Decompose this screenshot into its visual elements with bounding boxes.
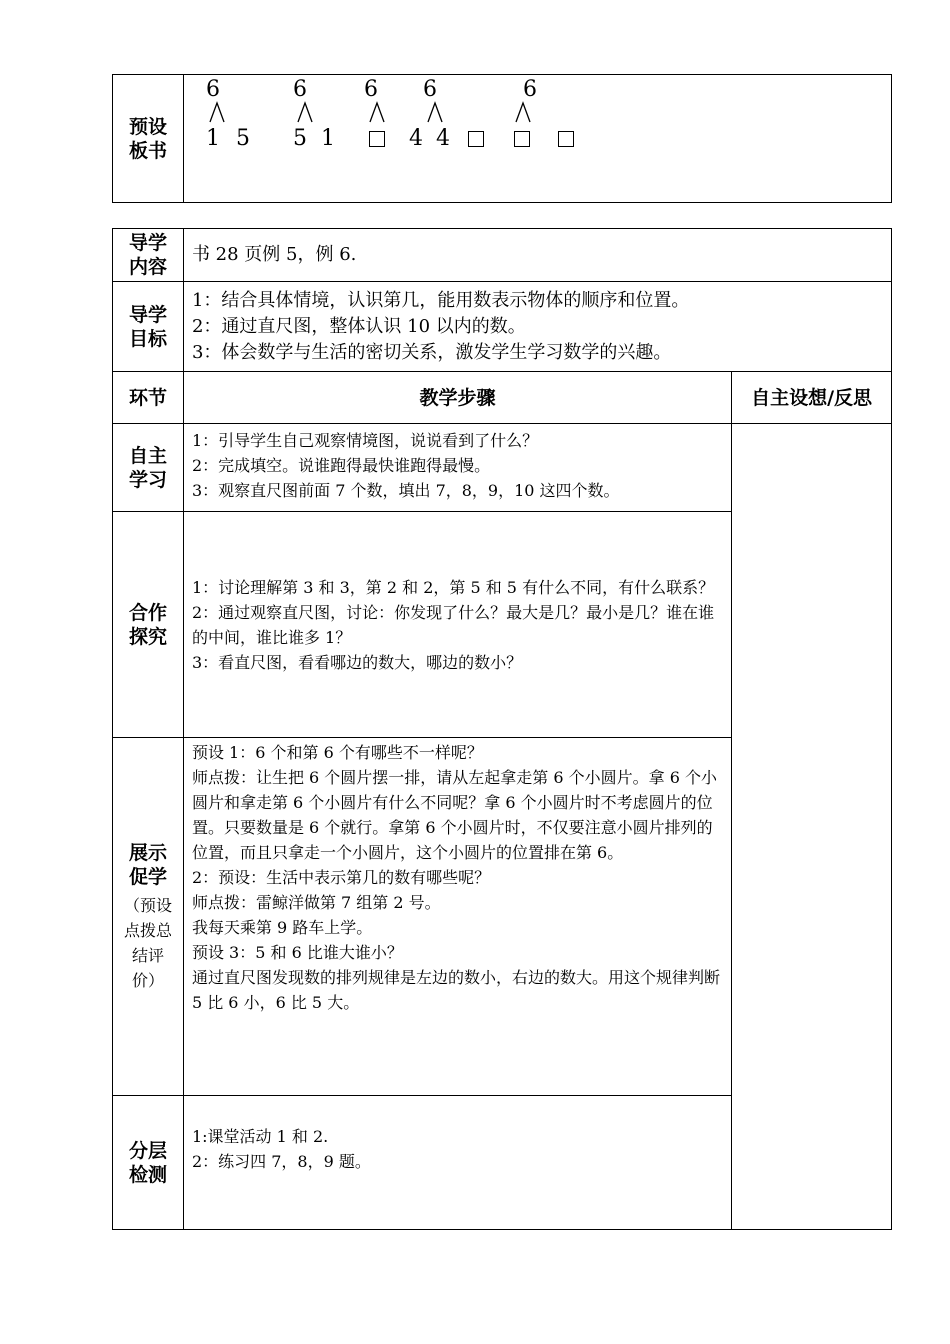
coop-item: 2：通过观察直尺图，讨论：你发现了什么？最大是几？最小是几？谁在谁的中间，谁比谁多 1？ (191, 602, 715, 647)
goal-label-cell (113, 282, 184, 372)
board-group4-left: 4 (409, 126, 423, 151)
caret-icon (296, 101, 314, 123)
self-study-content (183, 424, 731, 512)
check-item: 1:课堂活动 1 和 2. (191, 1127, 329, 1146)
show-item: 我每天乘第 9 路车上学。 (191, 918, 373, 937)
board-group5-top: 6 (523, 77, 537, 102)
board-group4-right: 4 (436, 126, 450, 151)
self-study-item: 1：引导学生自己观察情境图，说说看到了什么？ (191, 431, 539, 450)
board-group2-left: 5 (293, 126, 307, 151)
coop-item: 1：讨论理解第 3 和 3，第 2 和 2，第 5 和 5 有什么不同，有什么联系？ (191, 577, 715, 597)
board-label-cell (113, 75, 184, 203)
show-item: 2：预设：生活中表示第几的数有哪些呢？ (191, 868, 491, 887)
check-label-cell (113, 1096, 184, 1230)
coop-label-cell (113, 512, 184, 738)
lesson-table (112, 228, 892, 1230)
caret-icon (208, 101, 226, 123)
empty-box-icon (558, 131, 574, 147)
reflection-cell (732, 424, 892, 1230)
col-header-reflect: 自主设想/反思 (732, 372, 892, 424)
col-header-stage: 环节 (113, 372, 184, 424)
caret-icon (426, 101, 444, 123)
content-label-line2: 内容 (128, 256, 167, 278)
self-study-label-cell (113, 424, 184, 512)
content-label-cell (113, 229, 184, 282)
show-item: 通过直尺图发现数的排列规律是左边的数小，右边的数大。用这个规律判断 5 比 6 小，6 比 5 大。 (191, 968, 720, 1012)
goal-label-line2: 目标 (128, 327, 167, 350)
board-diagram (184, 75, 891, 201)
show-item: 师点拨：雷鲸洋做第 7 组第 2 号。 (191, 893, 441, 912)
coop-label-line2: 探究 (128, 625, 167, 648)
empty-box-icon (369, 131, 385, 147)
show-label-line1: 展示 (128, 841, 167, 864)
board-label-line1: 预设 (128, 115, 167, 138)
check-item: 2：练习四 7，8，9 题。 (191, 1152, 371, 1171)
show-content (183, 738, 731, 1096)
col-header-steps: 教学步骤 (183, 372, 731, 424)
show-label-sub: （预设点拨总结评价） (123, 895, 172, 990)
content-label-line1: 导学 (128, 232, 167, 254)
coop-label-line1: 合作 (128, 601, 167, 624)
check-content (183, 1096, 731, 1230)
self-study-label-line2: 学习 (128, 468, 167, 491)
show-item: 预设 3：5 和 6 比谁大谁小？ (191, 943, 403, 962)
goal-label-line1: 导学 (128, 303, 167, 326)
empty-box-icon (468, 131, 484, 147)
board-group4-top: 6 (423, 77, 437, 102)
caret-icon (368, 101, 386, 123)
self-study-item: 3：观察直尺图前面 7 个数，填出 7，8，9，10 这四个数。 (191, 481, 620, 500)
goal-item: 2：通过直尺图，整体认识 10 以内的数。 (191, 315, 526, 337)
board-group2-right: 1 (321, 126, 335, 151)
show-item: 师点拨：让生把 6 个圆片摆一排，请从左起拿走第 6 个小圆片。拿 6 个小圆片和拿走第 6 个小圆片有什么不同呢？拿 6 个小圆片时不考虑圆片的位置。只要数量是 6 个就行。拿第 6 个小圆片时，不仅要注意小圆片排列的位置，而且只拿走一个小圆片，这个小圆片的位置排在第 6。 (191, 768, 718, 862)
goal-item: 1：结合具体情境，认识第几，能用数表示物体的顺序和位置。 (191, 289, 690, 311)
board-group1-right: 5 (236, 126, 250, 151)
self-study-item: 2：完成填空。说谁跑得最快谁跑得最慢。 (191, 456, 491, 475)
caret-icon (514, 101, 532, 123)
board-label-line2: 板书 (128, 139, 167, 162)
board-group1-top: 6 (206, 77, 220, 102)
board-content-cell (184, 75, 892, 203)
empty-box-icon (514, 131, 530, 147)
board-group1-left: 1 (206, 126, 220, 151)
coop-content (183, 512, 731, 738)
show-item: 预设 1：6 个和第 6 个有哪些不一样呢？ (191, 743, 483, 762)
show-label-line2: 促学 (128, 865, 167, 888)
board-group3-top: 6 (364, 77, 378, 102)
board-group2-top: 6 (293, 77, 307, 102)
goal-item: 3：体会数学与生活的密切关系，激发学生学习数学的兴趣。 (191, 341, 672, 363)
show-label-cell (113, 738, 184, 1096)
goal-list (183, 282, 891, 372)
content-text: 书 28 页例 5，例 6. (183, 229, 891, 282)
check-label-line2: 检测 (128, 1163, 167, 1186)
board-table (112, 74, 892, 203)
self-study-label-line1: 自主 (128, 444, 167, 467)
coop-item: 3：看直尺图，看看哪边的数大，哪边的数小？ (191, 652, 523, 672)
check-label-line1: 分层 (128, 1139, 167, 1162)
